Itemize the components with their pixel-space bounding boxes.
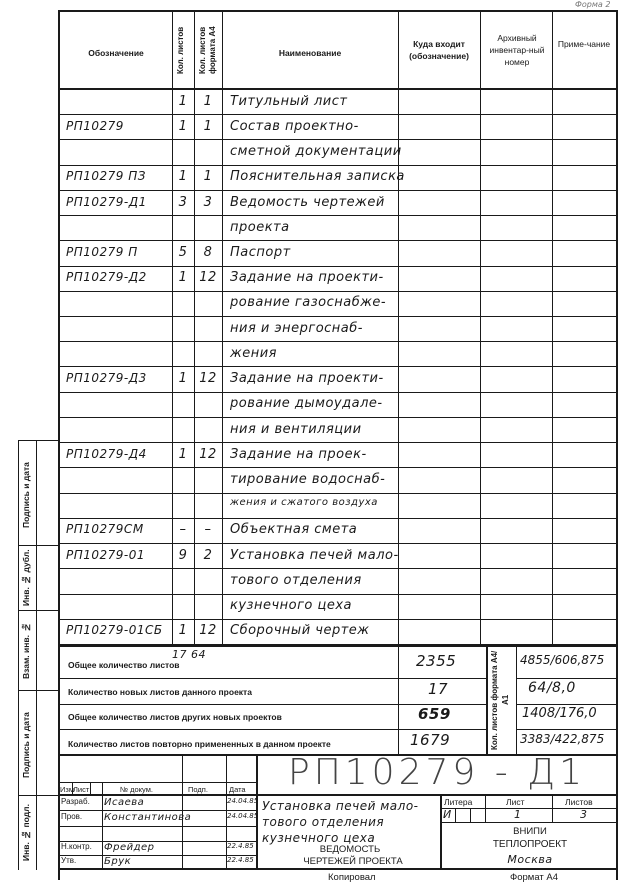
- name-cell: Ведомость чертежей: [230, 194, 385, 210]
- signer-name: Константинова: [104, 812, 192, 823]
- new-a4: 64/8,0: [528, 680, 576, 696]
- new-label: Количество новых листов данного проекта: [68, 687, 252, 697]
- table-row: [60, 468, 616, 493]
- sheets-a4-cell: 8: [203, 244, 213, 260]
- role-label: Пров.: [61, 812, 83, 821]
- footer-copied: Копировал: [328, 872, 376, 883]
- signer-name: Исаева: [104, 797, 145, 808]
- sign-date: 22.4.85: [227, 842, 254, 850]
- table-row: [60, 216, 616, 241]
- org-3: Москва: [507, 853, 553, 866]
- total-label: Общее количество листов: [68, 660, 180, 670]
- stamp-doc-title-1: ВЕДОМОСТЬ: [319, 844, 381, 855]
- other-a4: 1408/176,0: [522, 706, 597, 721]
- col-doc: № докум.: [120, 785, 153, 794]
- lists-value: 3: [580, 808, 588, 821]
- name-cell: тового отделения: [230, 572, 362, 588]
- table-row: [60, 595, 616, 620]
- signature-row: [58, 811, 258, 825]
- sheets-cell: 9: [178, 547, 188, 563]
- list-label: Лист: [506, 797, 525, 807]
- litera-label: Литера: [444, 797, 473, 807]
- signer-name: Брук: [104, 856, 132, 867]
- sheets-cell: 1: [178, 169, 188, 185]
- designation-cell: РП10279-Д4: [66, 446, 147, 461]
- name-cell: Задание на проекти-: [230, 371, 384, 387]
- name-cell: жения: [230, 345, 277, 361]
- totals-side-label: Кол. листов формата А4/А1: [490, 650, 510, 750]
- signature-rows: [58, 796, 258, 870]
- name-cell: ния и энергоснаб-: [230, 320, 363, 336]
- document-code: РП10279 - Д1: [287, 752, 587, 793]
- table-row: [60, 544, 616, 569]
- table-row: [60, 115, 616, 140]
- col-date: Дата: [229, 785, 246, 794]
- side-sign-date-2: Подпись и дата: [21, 712, 31, 778]
- name-cell: ния и вентиляции: [230, 421, 362, 437]
- header-designation: Обозначение: [88, 48, 144, 58]
- table-row: [60, 292, 616, 317]
- name-cell: Паспорт: [230, 244, 291, 260]
- col-izm: Изм: [60, 785, 74, 794]
- table-row: [60, 267, 616, 292]
- col-list: Лист: [73, 785, 90, 794]
- sheets-a4-cell: 1: [203, 93, 213, 109]
- table-row: [60, 342, 616, 367]
- footer-format: Формат А4: [510, 872, 559, 883]
- side-inv-dubl: Инв. № дубл.: [21, 549, 31, 607]
- org-2: ТЕПЛОПРОЕКТ: [492, 839, 568, 850]
- name-cell: жения и сжатого воздуха: [230, 497, 378, 509]
- table-row: [60, 241, 616, 266]
- name-cell: Титульный лист: [230, 93, 348, 109]
- other-value: 659: [418, 705, 451, 723]
- org-1: ВНИПИ: [513, 826, 547, 837]
- name-cell: рование газоснабже-: [230, 295, 387, 311]
- sheets-cell: 1: [178, 270, 188, 286]
- list-value: 1: [514, 808, 522, 821]
- designation-cell: РП10279-Д2: [66, 270, 147, 285]
- name-cell: Объектная смета: [230, 522, 358, 538]
- sheets-a4-cell: 1: [203, 118, 213, 134]
- stamp-title-1: Установка печей мало-: [262, 799, 419, 813]
- signature-row: [58, 841, 258, 855]
- reused-a4: 3383/422,875: [520, 732, 605, 746]
- name-cell: кузнечного цеха: [230, 598, 353, 614]
- sheets-a4-cell: 12: [199, 371, 217, 387]
- name-cell: Задание на проекти-: [230, 270, 384, 286]
- table-row: [60, 519, 616, 544]
- signature-row: [58, 796, 258, 810]
- drawings-list: [60, 90, 616, 645]
- litera-value: И: [443, 808, 452, 821]
- name-cell: Сборочный чертеж: [230, 623, 370, 639]
- designation-cell: РП10279 П: [66, 244, 138, 259]
- table-row: [60, 140, 616, 165]
- table-row: [60, 368, 616, 393]
- form-note: Форма 2: [575, 0, 611, 9]
- sheets-a4-cell: –: [204, 522, 212, 538]
- sign-date: 22.4.85: [227, 856, 254, 864]
- header-note: Приме-чание: [557, 39, 611, 49]
- sheets-a4-cell: 12: [199, 623, 217, 639]
- name-cell: Задание на проек-: [230, 446, 367, 462]
- signature-row: [58, 855, 258, 869]
- designation-cell: РП10279-Д1: [66, 194, 147, 209]
- signature-row: [58, 826, 258, 840]
- name-cell: Установка печей мало-: [230, 547, 399, 563]
- other-label: Общее количество листов других новых проектов: [68, 712, 282, 722]
- table-row: [60, 191, 616, 216]
- role-label: Утв.: [61, 856, 77, 865]
- stamp-title-3: кузнечного цеха: [262, 831, 376, 845]
- new-value: 17: [428, 680, 449, 698]
- sheets-cell: 1: [178, 93, 188, 109]
- sheets-cell: 1: [178, 371, 188, 387]
- name-cell: сметной документации: [230, 144, 402, 160]
- sheets-cell: 5: [178, 244, 188, 260]
- designation-cell: РП10279СМ: [66, 522, 144, 537]
- signer-name: Фрейдер: [104, 842, 155, 853]
- sheets-cell: –: [179, 522, 187, 538]
- header-sheets-a4: Кол. листов формата А4: [198, 26, 217, 74]
- side-inv-podl: Инв. № подл.: [21, 804, 31, 862]
- reused-label: Количество листов повторно примененных в данном проекте: [68, 739, 331, 749]
- sign-date: 24.04.85: [227, 797, 259, 805]
- header-sheets: Кол. листов: [176, 26, 185, 74]
- col-sign: Подп.: [188, 785, 208, 794]
- handwritten-totals: 17 64: [172, 648, 206, 661]
- side-sign-date-1: Подпись и дата: [21, 462, 31, 528]
- name-cell: проекта: [230, 219, 290, 235]
- stamp-doc-title-2: ЧЕРТЕЖЕЙ ПРОЕКТА: [303, 856, 403, 867]
- sheets-cell: 1: [178, 118, 188, 134]
- table-row: [60, 90, 616, 115]
- side-vzam: Взам. инв. №: [21, 622, 31, 680]
- designation-cell: РП10279-01СБ: [66, 623, 163, 638]
- table-row: [60, 620, 616, 645]
- name-cell: рование дымоудале-: [230, 396, 383, 412]
- designation-cell: РП10279: [66, 118, 124, 133]
- header-where: Куда входит (обозначение): [409, 39, 469, 61]
- designation-cell: РП10279-Д3: [66, 371, 147, 386]
- name-cell: Состав проектно-: [230, 118, 359, 134]
- table-row: [60, 393, 616, 418]
- sheets-cell: 3: [178, 194, 188, 210]
- sheets-cell: 1: [178, 623, 188, 639]
- stamp-title-2: тового отделения: [262, 815, 385, 829]
- reused-value: 1679: [410, 731, 451, 749]
- sheets-a4-cell: 3: [203, 194, 213, 210]
- sheets-a4-cell: 2: [203, 547, 213, 563]
- table-row: [60, 569, 616, 594]
- designation-cell: РП10279 ПЗ: [66, 169, 146, 184]
- role-label: Н.контр.: [61, 842, 92, 851]
- sheets-a4-cell: 12: [199, 270, 217, 286]
- role-label: Разраб.: [61, 797, 90, 806]
- header-name: Наименование: [278, 48, 342, 58]
- frame-right: [616, 10, 618, 880]
- frame-top: [58, 10, 618, 12]
- total-a4: 4855/606,875: [520, 653, 605, 667]
- designation-cell: РП10279-01: [66, 547, 146, 562]
- sign-date: 24.04.85: [227, 812, 259, 820]
- sheets-cell: 1: [178, 446, 188, 462]
- table-row: [60, 443, 616, 468]
- sheets-a4-cell: 12: [199, 446, 217, 462]
- table-row: [60, 166, 616, 191]
- table-row: [60, 418, 616, 443]
- header-archive: Архивный инвентар-ный номер: [489, 33, 545, 67]
- name-cell: тирование водоснаб-: [230, 472, 386, 488]
- table-row: [60, 494, 616, 519]
- table-row: [60, 317, 616, 342]
- total-value: 2355: [416, 652, 457, 670]
- sheets-a4-cell: 1: [203, 169, 213, 185]
- lists-label: Листов: [565, 797, 593, 807]
- name-cell: Пояснительная записка: [230, 169, 405, 185]
